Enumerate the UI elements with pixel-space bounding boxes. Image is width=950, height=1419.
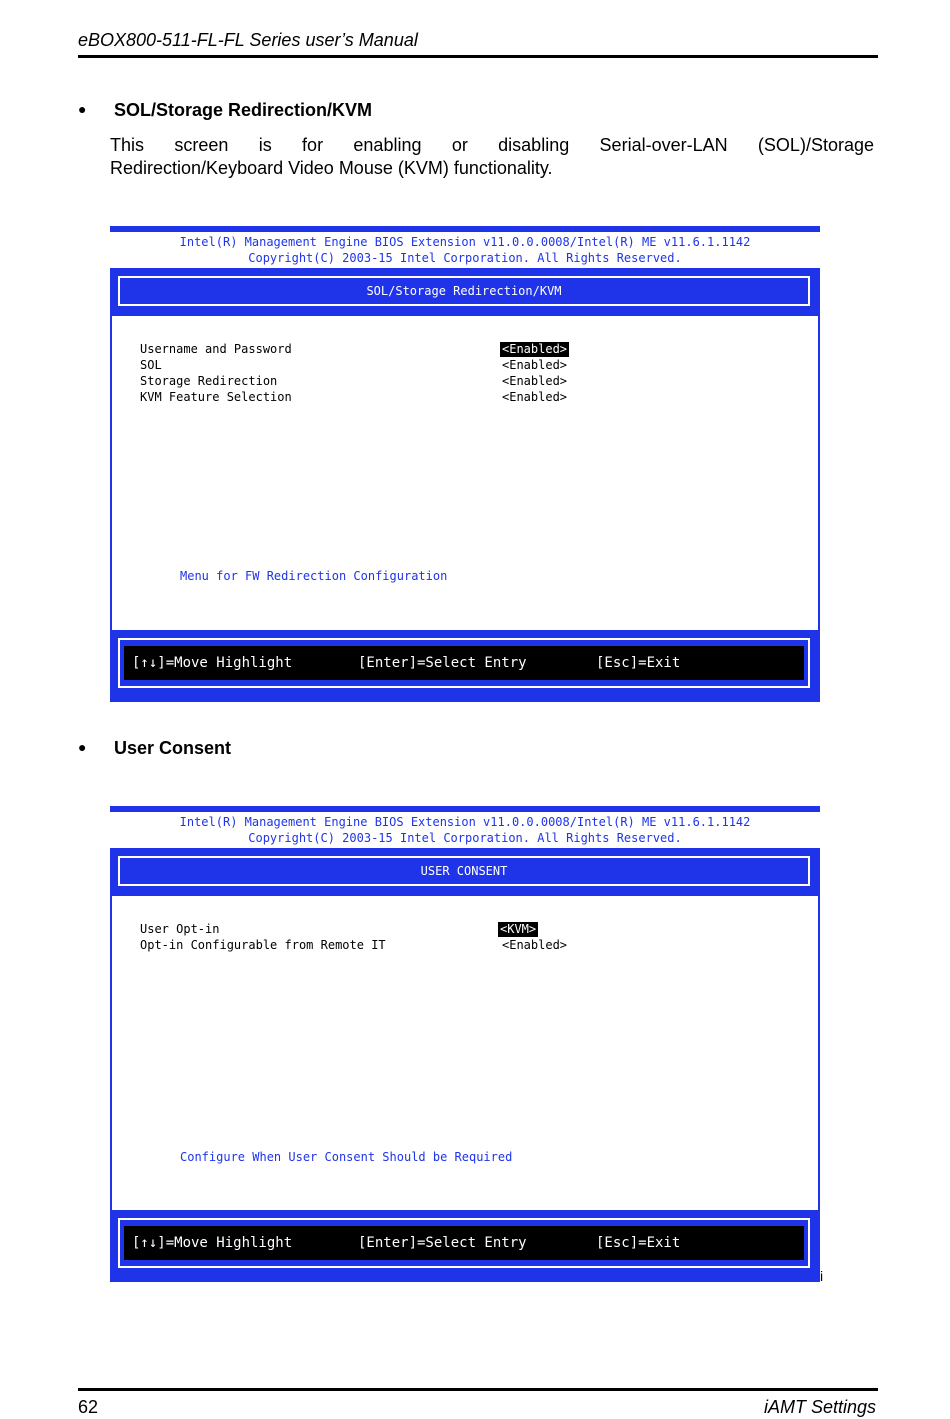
section-heading-user-consent: ● User Consent: [78, 738, 232, 758]
menu-item-sol[interactable]: SOL: [140, 358, 162, 372]
page-footer: [78, 1388, 878, 1417]
bios-screen-title: SOL/Storage Redirection/KVM: [118, 276, 810, 306]
key-select-entry: [Enter]=Select Entry: [358, 655, 527, 671]
bios-header: Intel(R) Management Engine BIOS Extension v11.0.0.0008/Intel(R) ME v11.6.1.1142 Copyright(C) 2003-15 Intel Corporation. All Rights Reserved.: [110, 812, 820, 848]
manual-title: eBOX800-511-FL-FL Series user’s Manual: [78, 30, 418, 50]
menu-item-username-password[interactable]: Username and Password: [140, 342, 292, 356]
bios-menu-body: [112, 896, 818, 1210]
bios-key-legend: [118, 638, 810, 688]
key-exit: [Esc]=Exit: [596, 655, 681, 671]
bullet-icon: ●: [78, 739, 87, 755]
page-header: [78, 30, 878, 58]
menu-value-storage-redirection[interactable]: <Enabled>: [502, 374, 568, 388]
page-number: 62: [78, 1397, 99, 1417]
menu-value-opt-in-configurable[interactable]: <Enabled>: [502, 938, 568, 952]
section-heading-sol: ● SOL/Storage Redirection/KVM: [78, 100, 373, 120]
bios-header: Intel(R) Management Engine BIOS Extension v11.0.0.0008/Intel(R) ME v11.6.1.1142 Copyright(C) 2003-15 Intel Corporation. All Rights Reserved.: [110, 232, 820, 268]
bios-screenshot-user-consent: [110, 806, 820, 1282]
bullet-icon: ●: [78, 101, 87, 117]
menu-value-kvm-feature[interactable]: <Enabled>: [502, 390, 568, 404]
stray-mark: i: [820, 1268, 824, 1284]
bios-menu-body: [112, 316, 818, 630]
menu-value-user-opt-in[interactable]: <KVM>: [500, 922, 537, 936]
section-description: This screen is for enabling or disabling Serial-over-LAN (SOL)/Storage Redirection/Keyboard Video Mouse (KVM) functionality.: [110, 135, 874, 178]
key-select-entry: [Enter]=Select Entry: [358, 1235, 527, 1251]
menu-item-opt-in-configurable[interactable]: Opt-in Configurable from Remote IT: [140, 938, 386, 952]
key-move-highlight: [↑↓]=Move Highlight: [132, 1235, 293, 1251]
menu-value-sol[interactable]: <Enabled>: [502, 358, 568, 372]
menu-item-kvm-feature[interactable]: KVM Feature Selection: [140, 390, 292, 404]
menu-value-username-password[interactable]: <Enabled>: [502, 342, 568, 356]
key-move-highlight: [↑↓]=Move Highlight: [132, 655, 293, 671]
help-text: Menu for FW Redirection Configuration: [180, 569, 448, 583]
bios-screen-title: USER CONSENT: [118, 856, 810, 886]
section-name: iAMT Settings: [763, 1397, 876, 1417]
menu-item-user-opt-in[interactable]: User Opt-in: [140, 922, 220, 936]
bios-key-legend: [118, 1218, 810, 1268]
key-exit: [Esc]=Exit: [596, 1235, 681, 1251]
help-text: Configure When User Consent Should be Required: [180, 1150, 513, 1164]
menu-item-storage-redirection[interactable]: Storage Redirection: [140, 374, 278, 388]
bios-screenshot-sol: [110, 226, 820, 702]
